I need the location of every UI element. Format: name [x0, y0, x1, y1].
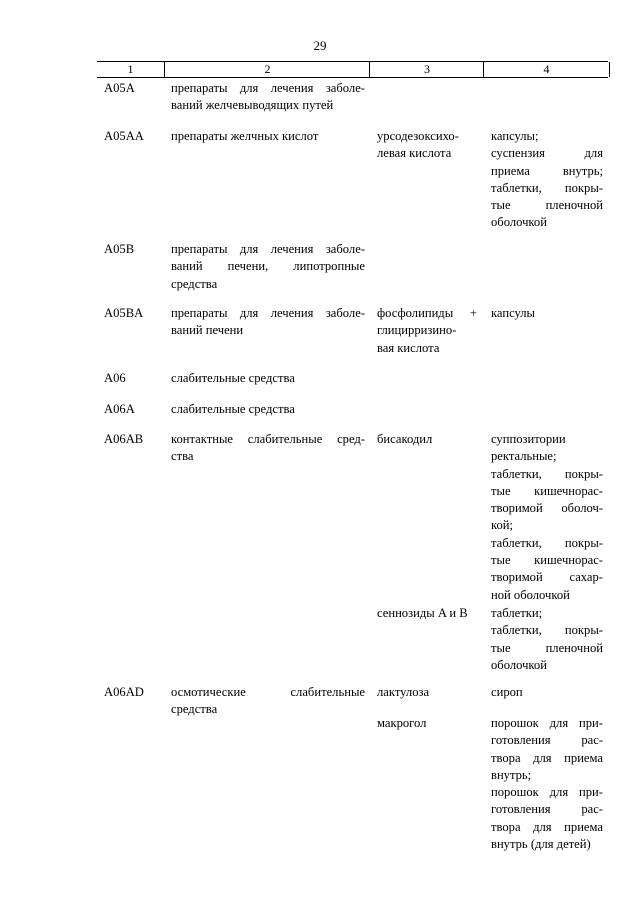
dosage-form [491, 684, 603, 701]
dosage-form-line: твора для приема [491, 750, 603, 765]
drug-name [377, 715, 477, 732]
dosage-form [491, 605, 603, 674]
header-col-2: 2 [164, 62, 370, 77]
dosage-form [491, 715, 603, 853]
group-name-line: препараты для лечения заболе- [171, 81, 365, 95]
group-name-line: средства [171, 276, 218, 291]
dosage-form-line: приема внутрь; [491, 163, 603, 178]
group-name [171, 684, 365, 719]
drug-name-line: лактулоза [377, 685, 430, 699]
dosage-form-line: таблетки, покры- [491, 535, 603, 550]
drug-name-line: фосфолипиды + [377, 306, 477, 320]
group-name-line: препараты желчных кислот [171, 129, 319, 143]
dosage-form-line: внутрь; [491, 767, 532, 782]
group-name [171, 128, 365, 145]
atc-code: A05A [104, 81, 135, 95]
dosage-form-line: суппозитории [491, 432, 566, 446]
group-name-line: препараты для лечения заболе- [171, 242, 365, 256]
group-name [171, 305, 365, 340]
drug-name-line: вая кислота [377, 340, 440, 355]
group-name-line: контактные слабительные сред- [171, 432, 365, 446]
dosage-form-line: порошок для при- [491, 716, 603, 730]
dosage-form-line: твора для приема [491, 819, 603, 834]
dosage-form-line: готовления рас- [491, 802, 603, 817]
dosage-form-line: тые кишечнорас- [491, 553, 603, 568]
drug-name-line: бисакодил [377, 432, 433, 446]
group-name-line: ваний печени [171, 323, 244, 338]
group-name-line: средства [171, 702, 218, 717]
atc-code: A05BA [104, 306, 144, 320]
drug-name-line: левая кислота [377, 146, 452, 161]
dosage-form-line: творимой сахар- [491, 570, 603, 585]
dosage-form-line: тые пленочной [491, 640, 603, 655]
drug-name [377, 128, 477, 163]
dosage-form-line: оболочкой [491, 215, 547, 230]
dosage-form-line: творимой оболоч- [491, 501, 603, 516]
dosage-form-line: тые кишечнорас- [491, 483, 603, 498]
group-name-line: ваний печени, липотропные [171, 259, 365, 274]
group-name-line: слабительные средства [171, 402, 295, 416]
drug-name-line: макрогол [377, 716, 427, 730]
group-name-line: препараты для лечения заболе- [171, 306, 365, 320]
header-col-4: 4 [483, 62, 610, 77]
dosage-form-line: таблетки, покры- [491, 180, 603, 195]
dosage-form-line: сироп [491, 685, 523, 699]
drug-name-line: сеннозиды A и B [377, 606, 468, 620]
dosage-form-line: капсулы [491, 306, 536, 320]
group-name [171, 80, 365, 115]
dosage-form-line: суспензия для [491, 146, 603, 161]
dosage-form [491, 128, 603, 232]
drug-name [377, 305, 477, 357]
atc-code: A06AD [104, 685, 144, 699]
dosage-form-line: внутрь (для детей) [491, 837, 591, 852]
dosage-form-line: таблетки, покры- [491, 466, 603, 481]
group-name [171, 401, 365, 418]
drug-name-line: глицирризино- [377, 323, 457, 338]
dosage-form-line: тые пленочной [491, 198, 603, 213]
table-header [97, 61, 608, 78]
drug-name [377, 684, 477, 701]
dosage-form-line: ректальные; [491, 449, 557, 464]
dosage-form-line: готовления рас- [491, 733, 603, 748]
dosage-form-line: таблетки, покры- [491, 623, 603, 638]
group-name-line: слабительные средства [171, 371, 295, 385]
page-number: 29 [313, 38, 327, 53]
drug-name [377, 431, 477, 448]
dosage-form [491, 431, 603, 604]
drug-name-line: урсодезоксихо- [377, 129, 459, 143]
group-name-line: ства [171, 449, 194, 464]
atc-code: A05B [104, 242, 135, 256]
header-col-3: 3 [369, 62, 484, 77]
atc-code: A06AB [104, 432, 144, 446]
dosage-form-line: кой; [491, 518, 514, 533]
dosage-form-line: ной оболочкой [491, 587, 570, 602]
atc-code: A05AA [104, 129, 144, 143]
group-name [171, 370, 365, 387]
group-name [171, 431, 365, 466]
atc-code: A06 [104, 371, 126, 385]
group-name-line: осмотические слабительные [171, 685, 365, 699]
dosage-form-line: оболочкой [491, 657, 547, 672]
drug-name [377, 605, 477, 622]
atc-code: A06A [104, 402, 135, 416]
group-name [171, 241, 365, 293]
dosage-form-line: порошок для при- [491, 785, 603, 800]
group-name-line: ваний желчевыводящих путей [171, 98, 334, 113]
header-col-1: 1 [127, 62, 134, 76]
dosage-form-line: таблетки; [491, 606, 543, 620]
dosage-form-line: капсулы; [491, 129, 539, 143]
dosage-form [491, 305, 603, 322]
